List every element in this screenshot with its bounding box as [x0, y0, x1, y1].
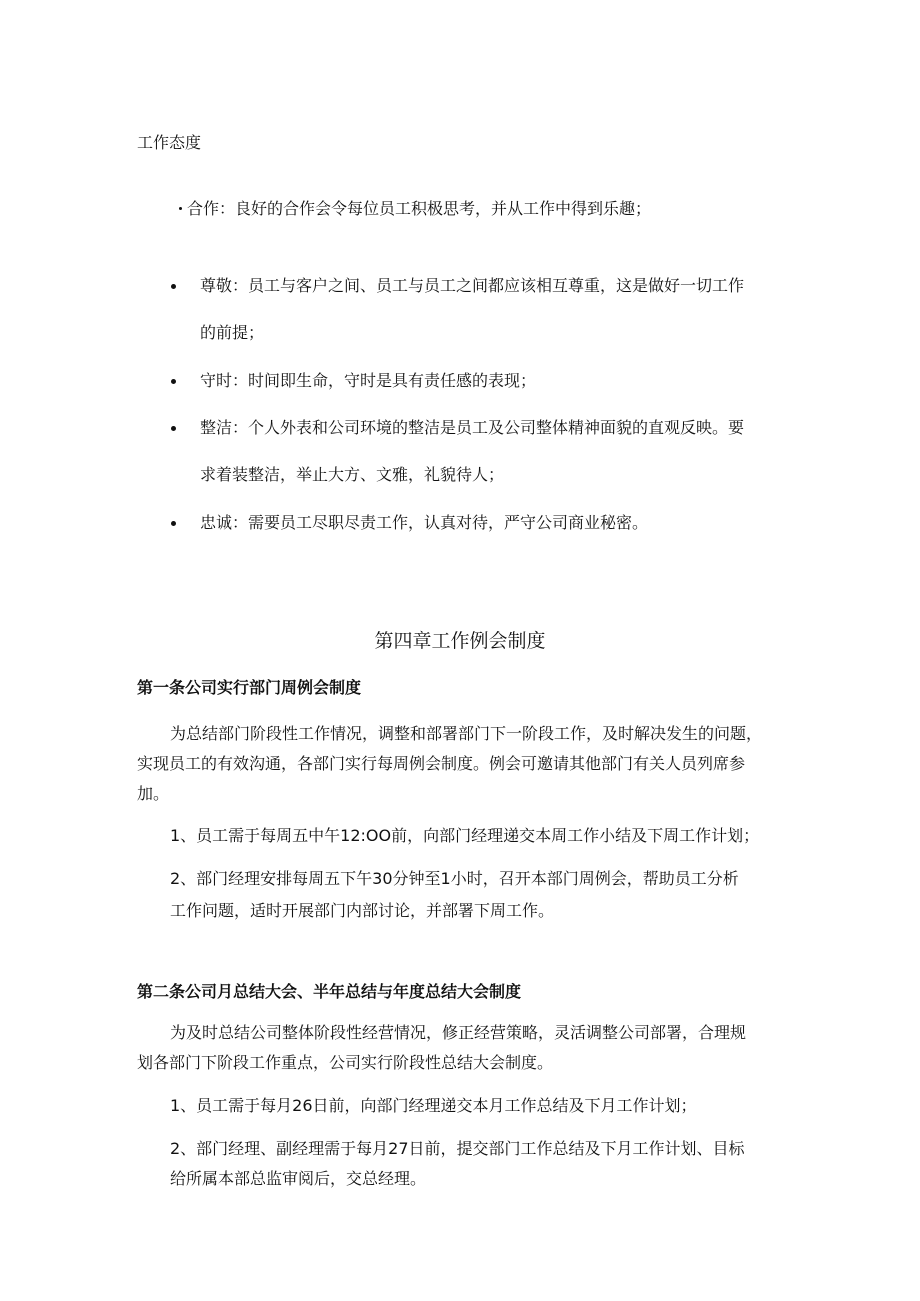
tidiness-text-line1: 整洁：个人外表和公司环境的整洁是员工及公司整体精神面貌的直观反映。要 — [200, 418, 745, 437]
chapter-title: 第四章工作例会制度 — [374, 630, 546, 652]
article1-item2-line1: 2、部门经理安排每周五下午30分钟至1小时，召开本部门周例会，帮助员工分析 — [170, 869, 739, 888]
respect-text-line1: 尊敬：员工与客户之间、员工与员工之间都应该相互尊重，这是做好一切工作 — [200, 276, 745, 295]
article1-intro-line2: 实现员工的有效沟通，各部门实行每周例会制度。例会可邀请其他部门有关人员列席参 — [137, 754, 746, 773]
bullet-respect — [171, 284, 176, 289]
article2-item2-line2: 给所属本部总监审阅后，交总经理。 — [170, 1169, 427, 1188]
article1-intro-line1: 为总结部门阶段性工作情况，调整和部署部门下一阶段工作，及时解决发生的问题， — [170, 724, 763, 743]
article1-item1: 1、员工需于每周五中午12:OO前，向部门经理递交本周工作小结及下周工作计划； — [170, 826, 760, 845]
article1-intro-line3: 加。 — [137, 784, 170, 803]
punctuality-text: 守时：时间即生命，守时是具有责任感的表现； — [200, 371, 537, 390]
article2-intro-line1: 为及时总结公司整体阶段性经营情况，修正经营策略，灵活调整公司部署，合理规 — [170, 1023, 747, 1042]
section-title-work-attitude: 工作态度 — [137, 133, 202, 152]
loyalty-text: 忠诚：需要员工尽职尽责工作，认真对待，严守公司商业秘密。 — [200, 513, 649, 532]
bullet-punctuality — [171, 379, 176, 384]
article2-heading: 第二条公司月总结大会、半年总结与年度总结大会制度 — [137, 982, 522, 1001]
bullet-tidiness — [171, 426, 176, 431]
bullet-loyalty — [171, 521, 176, 526]
article2-intro-line2: 划各部门下阶段工作重点，公司实行阶段性总结大会制度。 — [137, 1053, 554, 1072]
respect-text-line2: 的前提； — [200, 323, 265, 342]
tidiness-text-line2: 求着装整洁，举止大方、文雅，礼貌待人； — [200, 465, 505, 484]
cooperation-bullet — [179, 207, 182, 210]
article2-item1: 1、员工需于每月26日前，向部门经理递交本月工作总结及下月工作计划； — [170, 1096, 697, 1115]
article1-heading: 第一条公司实行部门周例会制度 — [137, 678, 362, 697]
article1-item2-line2: 工作问题，适时开展部门内部讨论，并部署下周工作。 — [170, 901, 555, 920]
cooperation-text: 合作：良好的合作会令每位员工积极思考，并从工作中得到乐趣； — [187, 199, 652, 218]
article2-item2-line1: 2、部门经理、副经理需于每月27日前，提交部门工作总结及下月工作计划、目标 — [170, 1139, 745, 1158]
